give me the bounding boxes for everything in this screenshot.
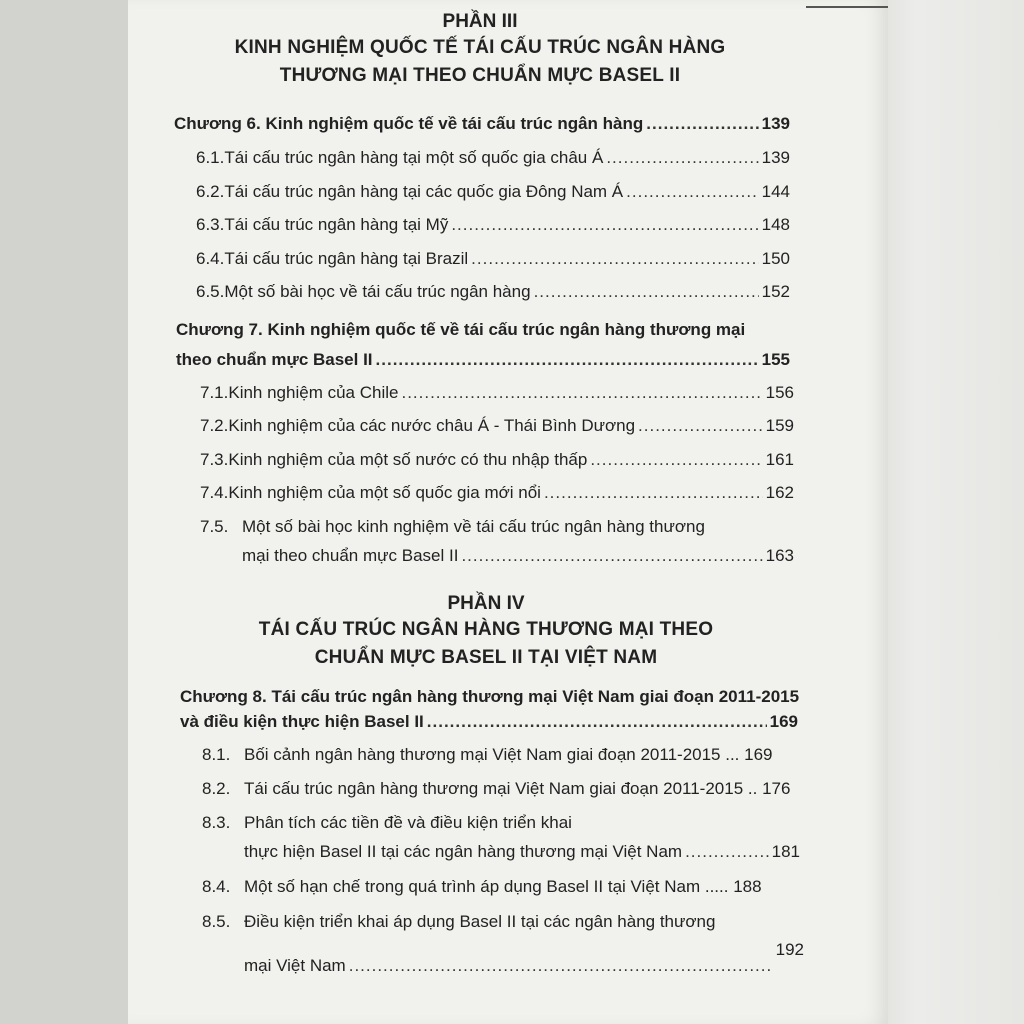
toc-item-6-4[interactable] [196, 249, 790, 269]
dot-leader: ... [720, 745, 745, 764]
section-title-line1: Phân tích các tiền đề và điều kiện triển khai [244, 813, 572, 832]
toc-item-7-2[interactable] [200, 416, 794, 436]
background-left [0, 0, 128, 1024]
section-title-line2: mại Việt Nam [244, 956, 346, 975]
page-number: 139 [761, 148, 790, 167]
page-number: 150 [761, 249, 790, 268]
part-4-number: PHẦN IV [447, 593, 525, 614]
section-title: Tái cấu trúc ngân hàng tại một số quốc gia châu Á [224, 148, 604, 167]
page-number: 159 [765, 416, 794, 435]
toc-chapter-8-line1[interactable]: Chương 8. Tái cấu trúc ngân hàng thương mại Việt Nam giai đoạn 2011-2015 [180, 687, 800, 706]
dot-leader [685, 842, 769, 862]
dot-leader [646, 114, 758, 134]
section-number: 8.5. [202, 912, 231, 931]
section-number: 6.3. [196, 215, 225, 234]
dot-leader [451, 215, 758, 235]
section-title-line2: mại theo chuẩn mực Basel II [242, 546, 459, 565]
toc-item-7-4[interactable] [200, 483, 794, 503]
toc-item-7-1[interactable] [200, 383, 794, 403]
next-page-edge [888, 0, 1024, 1024]
section-title: Tái cấu trúc ngân hàng tại các quốc gia Đông Nam Á [224, 182, 624, 201]
section-number: 6.1. [196, 148, 225, 167]
toc-chapter-8[interactable] [180, 712, 798, 732]
section-number: 7.4. [200, 483, 229, 502]
dot-leader [401, 383, 762, 403]
page-number: 181 [771, 842, 800, 861]
toc-item-8-1[interactable] [202, 745, 773, 765]
toc-chapter-7[interactable] [176, 350, 790, 370]
section-number: 7.2. [200, 416, 229, 435]
toc-item-6-3[interactable] [196, 215, 790, 235]
dot-leader [471, 249, 758, 269]
page-number: 148 [761, 215, 790, 234]
page-number: 163 [765, 546, 794, 565]
section-number: 8.4. [202, 877, 231, 896]
section-title-line2: thực hiện Basel II tại các ngân hàng thương mại Việt Nam [244, 842, 683, 861]
page-number: 169 [769, 712, 798, 731]
page-number: 176 [762, 779, 791, 798]
section-number: 7.1. [200, 383, 229, 402]
dot-leader [349, 956, 773, 976]
section-title: Một số hạn chế trong quá trình áp dụng Basel II tại Việt Nam [244, 877, 701, 896]
toc-chapter-7-line1[interactable]: Chương 7. Kinh nghiệm quốc tế về tái cấu trúc ngân hàng thương mại [176, 320, 746, 339]
toc-item-8-3-line1[interactable] [202, 813, 572, 833]
page-number: 139 [761, 114, 790, 133]
part-3-number: PHẦN III [442, 11, 518, 32]
chapter-title-line2: và điều kiện thực hiện Basel II [180, 712, 424, 731]
header-rule [806, 6, 888, 8]
part-3-title-line1: KINH NGHIỆM QUỐC TẾ TÁI CẤU TRÚC NGÂN HÀNG [234, 37, 726, 58]
section-number: 7.5. [200, 517, 229, 536]
part-3-title-line2: THƯƠNG MẠI THEO CHUẨN MỰC BASEL II [279, 65, 681, 86]
section-number: 7.3. [200, 450, 229, 469]
page-number: 156 [765, 383, 794, 402]
section-title: Kinh nghiệm của một số nước có thu nhập thấp [228, 450, 588, 469]
section-title: Một số bài học về tái cấu trúc ngân hàng [224, 282, 531, 301]
toc-item-8-5[interactable] [244, 940, 804, 975]
toc-item-6-1[interactable] [196, 148, 790, 168]
dot-leader [638, 416, 763, 436]
dot-leader [590, 450, 762, 470]
chapter-title-line2: theo chuẩn mực Basel II [176, 350, 373, 369]
section-title-line1: Một số bài học kinh nghiệm về tái cấu trúc ngân hàng thương [242, 517, 705, 536]
dot-leader [606, 148, 758, 168]
section-number: 6.5. [196, 282, 225, 301]
toc-item-8-2[interactable] [202, 779, 790, 799]
section-title: Tái cấu trúc ngân hàng thương mại Việt Nam giai đoạn 2011-2015 [244, 779, 744, 798]
toc-item-8-5-line1[interactable] [202, 912, 715, 932]
dot-leader [376, 350, 759, 370]
toc-item-8-4[interactable] [202, 877, 762, 897]
toc-chapter-6[interactable] [174, 114, 790, 134]
toc-item-7-5-line1[interactable] [200, 517, 705, 537]
toc-item-8-3[interactable] [244, 842, 800, 862]
dot-leader [544, 483, 763, 503]
dot-leader [626, 182, 758, 202]
section-number: 6.4. [196, 249, 225, 268]
toc-item-7-5[interactable] [242, 546, 794, 566]
page-number: 144 [761, 182, 790, 201]
section-title: Tái cấu trúc ngân hàng tại Mỹ [224, 215, 449, 234]
toc-item-6-5[interactable] [196, 282, 790, 302]
toc-item-6-2[interactable] [196, 182, 790, 202]
section-title: Kinh nghiệm của một số quốc gia mới nổi [228, 483, 541, 502]
dot-leader [461, 546, 762, 566]
page-number: 161 [765, 450, 794, 469]
section-title: Tái cấu trúc ngân hàng tại Brazil [224, 249, 469, 268]
section-title: Bối cảnh ngân hàng thương mại Việt Nam giai đoạn 2011-2015 [244, 745, 721, 764]
part-4-title-line1: TÁI CẤU TRÚC NGÂN HÀNG THƯƠNG MẠI THEO [258, 619, 714, 640]
part-4-heading [206, 592, 766, 672]
dot-leader [427, 712, 767, 732]
dot-leader: .. [743, 779, 763, 798]
page-number: 155 [761, 350, 790, 369]
section-number: 8.1. [202, 745, 231, 764]
section-number: 8.2. [202, 779, 231, 798]
page-number: 169 [744, 745, 773, 764]
section-title-line1: Điều kiện triển khai áp dụng Basel II tại các ngân hàng thương [244, 912, 716, 931]
page-number: 152 [761, 282, 790, 301]
page-number: 162 [765, 483, 794, 502]
section-number: 6.2. [196, 182, 225, 201]
part-3-heading [200, 10, 760, 90]
page-number: 188 [733, 877, 762, 896]
dot-leader [534, 282, 759, 302]
section-title: Kinh nghiệm của các nước châu Á - Thái Bình Dương [228, 416, 636, 435]
dot-leader: ..... [700, 877, 734, 896]
part-4-title-line2: CHUẨN MỰC BASEL II TẠI VIỆT NAM [314, 647, 658, 668]
toc-item-7-3[interactable] [200, 450, 794, 470]
section-number: 8.3. [202, 813, 231, 832]
page-number: 192 [775, 940, 804, 959]
section-title: Kinh nghiệm của Chile [228, 383, 399, 402]
chapter-title: Chương 6. Kinh nghiệm quốc tế về tái cấu trúc ngân hàng [174, 114, 644, 133]
